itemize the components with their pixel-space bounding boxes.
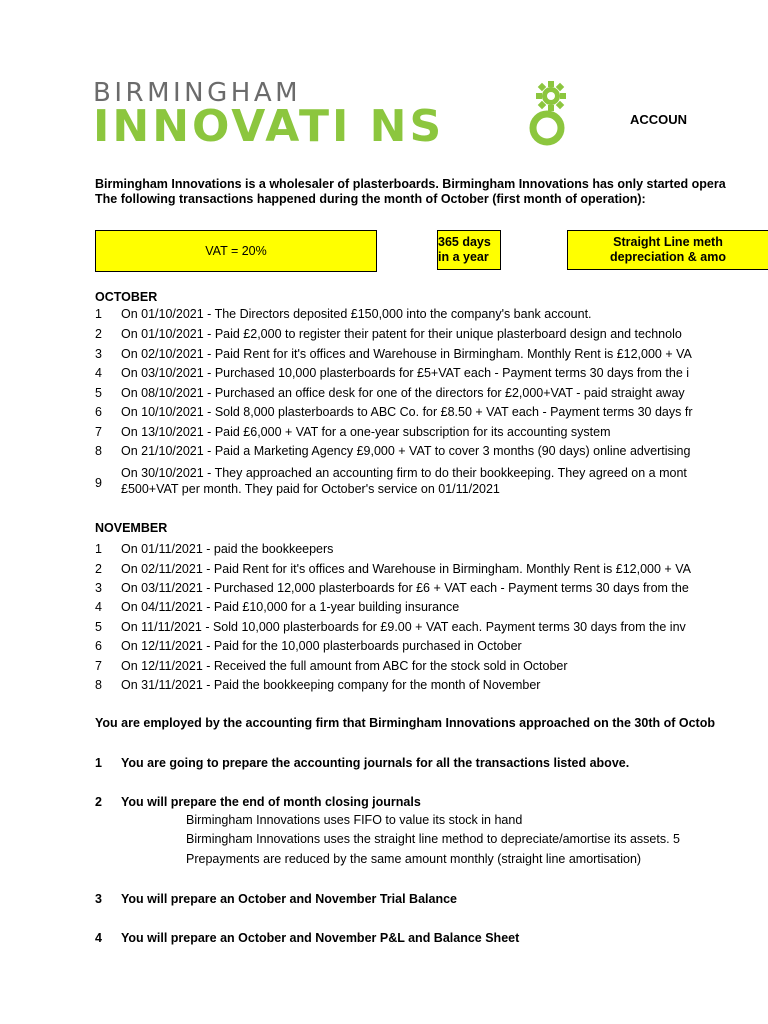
- task-note: Prepayments are reduced by the same amount monthly (straight line amortisation): [186, 852, 642, 866]
- depreciation-line-2: depreciation & amo: [610, 250, 726, 264]
- item-text: On 21/10/2021 - Paid a Marketing Agency £9,000 + VAT to cover 3 months (90 days) online advertising: [121, 444, 691, 458]
- item-number: 4: [95, 366, 102, 380]
- item-number: 2: [95, 562, 102, 576]
- task-note: Birmingham Innovations uses the straight line method to depreciate/amortise its assets. 5: [186, 832, 681, 846]
- october-item: [95, 423, 768, 441]
- item-text: On 03/11/2021 - Purchased 12,000 plasterboards for £6 + VAT each - Payment terms 30 days from the: [121, 581, 689, 595]
- task-item: [95, 890, 768, 908]
- item-text: On 30/10/2021 - They approached an accounting firm to do their bookkeeping. They agreed on a mont: [121, 466, 687, 480]
- item-number: 5: [95, 620, 102, 634]
- company-logo: [93, 78, 583, 150]
- task-number: 4: [95, 931, 102, 945]
- intro-line-2: The following transactions happened during the month of October (first month of operation):: [95, 192, 646, 206]
- item-text: On 08/10/2021 - Purchased an office desk for one of the directors for £2,000+VAT - paid straight away: [121, 386, 685, 400]
- item-number: 6: [95, 639, 102, 653]
- october-item: [95, 442, 768, 460]
- task-text: You will prepare the end of month closing journals: [121, 795, 421, 809]
- days-line-1: 365 days: [438, 235, 491, 249]
- days-line-2: in a year: [438, 250, 489, 264]
- item-text: On 03/10/2021 - Purchased 10,000 plasterboards for £5+VAT each - Payment terms 30 days from the i: [121, 366, 690, 380]
- november-item: [95, 579, 768, 597]
- item-number: 2: [95, 327, 102, 341]
- task-text: You will prepare an October and November Trial Balance: [121, 892, 457, 906]
- item-text: On 13/10/2021 - Paid £6,000 + VAT for a one-year subscription for its accounting system: [121, 425, 611, 439]
- tasks-intro: [95, 714, 768, 732]
- document-title: ACCOUN: [630, 112, 688, 127]
- item-number: 5: [95, 386, 102, 400]
- november-item: [95, 598, 768, 616]
- item-text: On 11/11/2021 - Sold 10,000 plasterboards for £9.00 + VAT each. Payment terms 30 days from the inv: [121, 620, 686, 634]
- november-item: [95, 540, 768, 558]
- november-item: [95, 657, 768, 675]
- october-item: [95, 364, 768, 382]
- task-number: 3: [95, 892, 102, 906]
- task-text: You are going to prepare the accounting journals for all the transactions listed above.: [121, 756, 630, 770]
- item-number: 9: [95, 476, 102, 490]
- task-item: [95, 929, 768, 947]
- item-text: On 12/11/2021 - Received the full amount from ABC for the stock sold in October: [121, 659, 568, 673]
- logo-birmingham-text: BIRMINGHAM: [93, 78, 302, 108]
- task-note: Birmingham Innovations uses FIFO to value its stock in hand: [186, 813, 523, 827]
- october-item: [95, 465, 768, 501]
- logo-innovations-text: INNOVATI NS: [93, 101, 445, 152]
- item-text-continued: £500+VAT per month. They paid for October's service on 01/11/2021: [121, 482, 500, 496]
- november-item: [95, 560, 768, 578]
- october-heading: OCTOBER: [95, 290, 158, 304]
- item-number: 6: [95, 405, 102, 419]
- october-item: [95, 305, 768, 323]
- item-text: On 02/11/2021 - Paid Rent for it's offices and Warehouse in Birmingham. Monthly Rent is £12,000 + VA: [121, 562, 691, 576]
- item-number: 8: [95, 678, 102, 692]
- november-item: [95, 618, 768, 636]
- intro-line-1: Birmingham Innovations is a wholesaler of plasterboards. Birmingham Innovations has only started opera: [95, 177, 726, 191]
- item-text: On 01/10/2021 - The Directors deposited £150,000 into the company's bank account.: [121, 307, 592, 321]
- item-number: 7: [95, 659, 102, 673]
- october-item: [95, 345, 768, 363]
- item-number: 7: [95, 425, 102, 439]
- item-number: 3: [95, 347, 102, 361]
- item-text: On 12/11/2021 - Paid for the 10,000 plasterboards purchased in October: [121, 639, 522, 653]
- item-text: On 01/10/2021 - Paid £2,000 to register their patent for their unique plasterboard design and technolo: [121, 327, 682, 341]
- task-item: [95, 793, 768, 811]
- depreciation-method-box: [567, 230, 768, 270]
- item-text: On 10/10/2021 - Sold 8,000 plasterboards to ABC Co. for £8.50 + VAT each - Payment terms 30 days fr: [121, 405, 693, 419]
- task-number: 1: [95, 756, 102, 770]
- item-number: 4: [95, 600, 102, 614]
- item-number: 3: [95, 581, 102, 595]
- task-number: 2: [95, 795, 102, 809]
- gear-icon: [525, 78, 581, 150]
- intro-paragraph: [95, 177, 726, 207]
- october-item: [95, 403, 768, 421]
- task-item: [95, 754, 768, 772]
- november-item: [95, 676, 768, 694]
- vat-rate-text: VAT = 20%: [205, 244, 267, 258]
- october-item: [95, 384, 768, 402]
- task-text: You will prepare an October and November P&L and Balance Sheet: [121, 931, 520, 945]
- november-item: [95, 637, 768, 655]
- vat-rate-box: [95, 230, 377, 272]
- item-text: On 01/11/2021 - paid the bookkeepers: [121, 542, 334, 556]
- days-in-year-box: [437, 230, 501, 270]
- tasks-intro-text: You are employed by the accounting firm that Birmingham Innovations approached on the 30th of Octob: [95, 716, 715, 730]
- november-heading: NOVEMBER: [95, 521, 168, 535]
- item-text: On 04/11/2021 - Paid £10,000 for a 1-year building insurance: [121, 600, 460, 614]
- item-number: 1: [95, 542, 102, 556]
- item-number: 1: [95, 307, 102, 321]
- depreciation-line-1: Straight Line meth: [613, 235, 723, 249]
- item-number: 8: [95, 444, 102, 458]
- october-item: [95, 325, 768, 343]
- item-text: On 02/10/2021 - Paid Rent for it's offices and Warehouse in Birmingham. Monthly Rent is £12,000 + VA: [121, 347, 692, 361]
- item-text: On 31/11/2021 - Paid the bookkeeping company for the month of November: [121, 678, 541, 692]
